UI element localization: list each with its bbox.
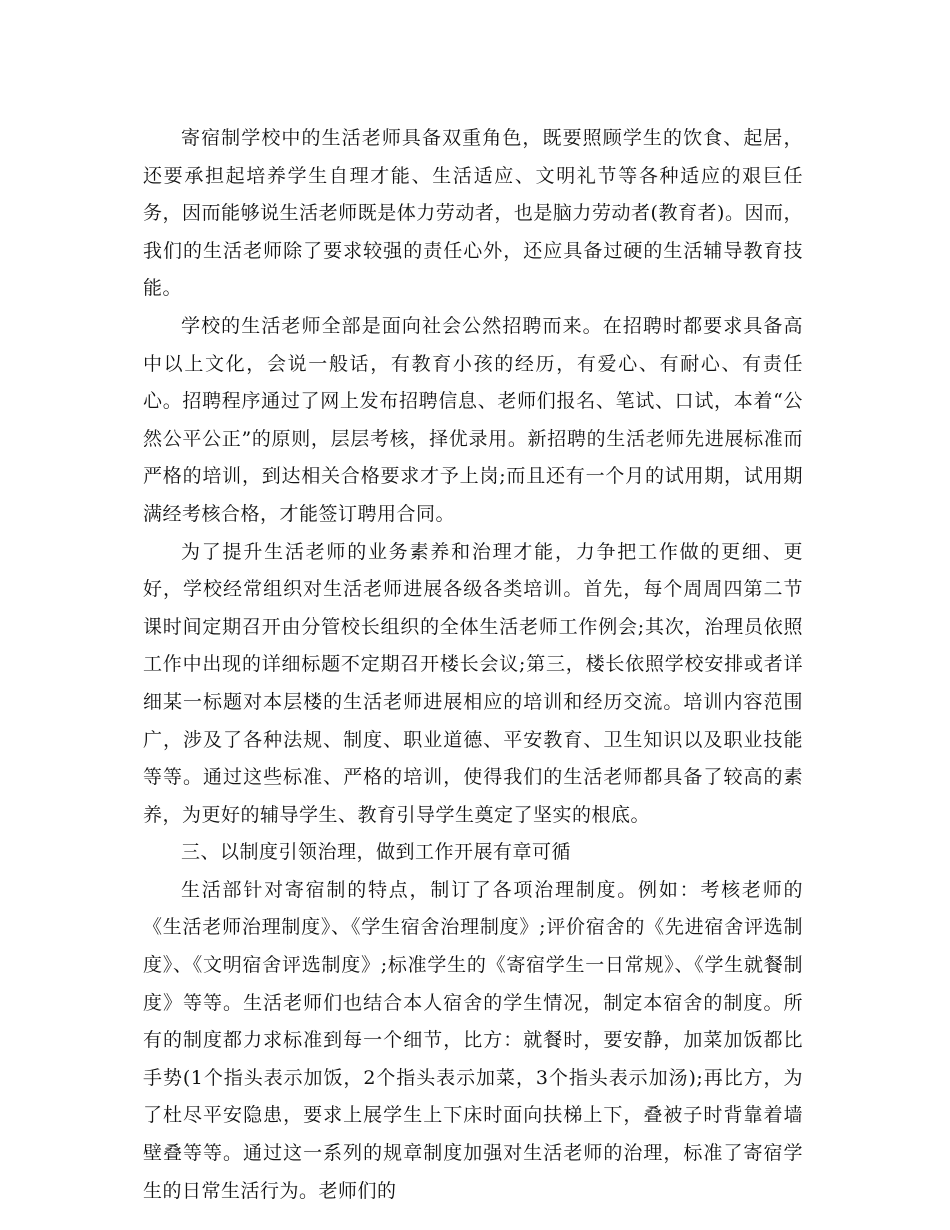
paragraph-dual-role: 寄宿制学校中的生活老师具备双重角色，既要照顾学生的饮食、起居，还要承担起培养学生自理才能、生活适应、文明礼节等各种适应的艰巨任务，因而能够说生活老师既是体力劳动者，也是脑力劳动者(教育者)。因而，我们的生活老师除了要求较强的责任心外，还应具备过硬的生活辅导教育技能。 [143, 127, 803, 300]
document-body [143, 120, 803, 1210]
paragraph-training: 为了提升生活老师的业务素养和治理才能，力争把工作做的更细、更好，学校经常组织对生活老师进展各级各类培训。首先，每个周周四第二节课时间定期召开由分管校长组织的全体生活老师工作例会;其次，治理员依照工作中出现的详细标题不定期召开楼长会议;第三，楼长依照学校安排或者详细某一标题对本层楼的生活老师进展相应的培训和经历交流。培训内容范围广，涉及了各种法规、制度、职业道德、平安教育、卫生知识以及职业技能等等。通过这些标准、严格的培训，使得我们的生活老师都具备了较高的素养，为更好的辅导学生、教育引导学生奠定了坚实的根底。 [143, 540, 803, 826]
section-heading: 三、以制度引领治理，做到工作开展有章可循 [181, 841, 572, 864]
paragraph-regulations: 生活部针对寄宿制的特点，制订了各项治理制度。例如：考核老师的《生活老师治理制度》、《学生宿舍治理制度》;评价宿舍的《先进宿舍评选制度》、《文明宿舍评选制度》;标准学生的《寄宿学生一日常规》、《学生就餐制度》等等。生活老师们也结合本人宿舍的学生情况，制定本宿舍的制度。所有的制度都力求标准到每一个细节，比方：就餐时，要安静，加菜加饭都比手势(1个指头表示加饭，2个指头表示加菜，3个指头表示加汤);再比方，为了杜尽平安隐患，要求上展学生上下床时面向扶梯上下，叠被子时背靠着墙壁叠等等。通过这一系列的规章制度加强对生活老师的治理，标准了寄宿学生的日常生活行为。老师们的 [143, 878, 803, 1202]
paragraph-recruitment: 学校的生活老师全部是面向社会公然招聘而来。在招聘时都要求具备高中以上文化，会说一般话，有教育小孩的经历，有爱心、有耐心、有责任心。招聘程序通过了网上发布招聘信息、老师们报名、笔试、口试，本着“公然公平公正”的原则，层层考核，择优录用。新招聘的生活老师先进展标准而严格的培训，到达相关合格要求才予上岗;而且还有一个月的试用期，试用期满经考核合格，才能签订聘用合同。 [143, 314, 803, 525]
